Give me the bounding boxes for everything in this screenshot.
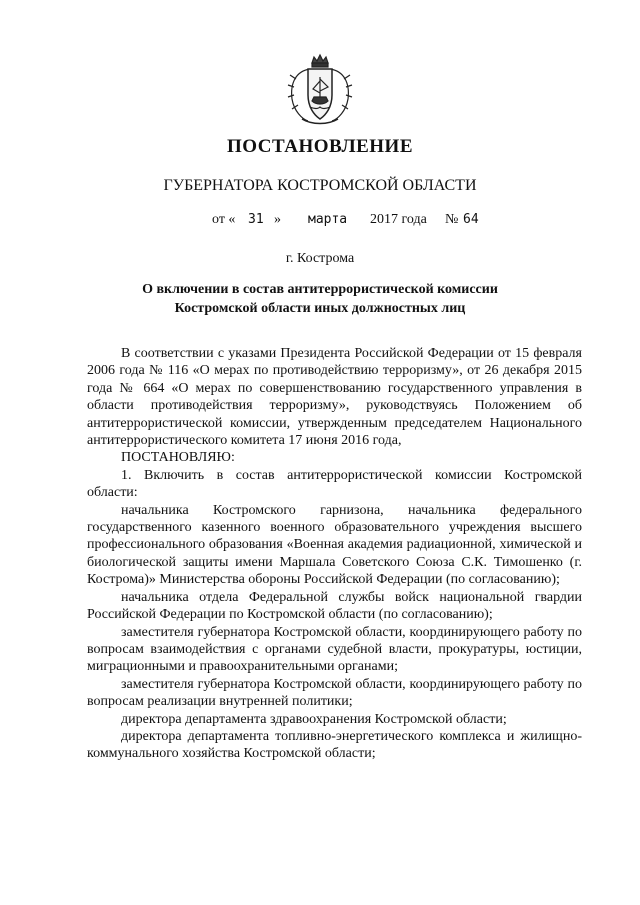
list-item: заместителя губернатора Костромской области, координирующего работу по вопросам реализации внутренней политики; [87, 676, 582, 710]
document-heading [0, 280, 640, 318]
date-day: 31 [248, 212, 264, 227]
coat-of-arms-emblem [286, 53, 354, 125]
date-month: марта [308, 212, 348, 227]
clause-1: 1. Включить в состав антитеррористической комиссии Костромской области: [87, 467, 582, 501]
list-item: начальника отдела Федеральной службы войск национальной гвардии Российской Федерации по Костромской области (по согласованию); [87, 589, 582, 623]
date-prefix: от « [212, 212, 236, 227]
date-quote-close: » [274, 212, 281, 227]
document-body [87, 345, 582, 763]
date-number-line [212, 212, 502, 234]
list-item: заместителя губернатора Костромской области, координирующего работу по вопросам взаимодействия с органами судебной власти, прокуратуры, юстиции, миграционными и правоохранительными органами; [87, 624, 582, 675]
document-number: 64 [463, 212, 479, 227]
decree-word: ПОСТАНОВЛЯЮ: [121, 450, 235, 466]
heading-line-2: Костромской области иных должностных лиц [174, 301, 466, 316]
number-sign: № [445, 212, 459, 227]
city-line: г. Кострома [285, 251, 355, 266]
preamble-paragraph: В соответствии с указами Президента Российской Федерации от 15 февраля 2006 года № 116 «О мерах по противодействию терроризму», от 26 декабря 2015 года № 664 «О мерах по совершенствованию государственного управления в области противодействия терроризму», руководствуясь Положением об антитеррористической комиссии, утвержденным председателем Национального антитеррористического комитета 17 июня 2016 года, [87, 346, 582, 449]
heading-line-1: О включении в состав антитеррористической комиссии [142, 282, 498, 297]
issuer-line: ГУБЕРНАТОРА КОСТРОМСКОЙ ОБЛАСТИ [163, 177, 477, 194]
document-title: ПОСТАНОВЛЕНИЕ [226, 136, 414, 157]
list-item: директора департамента топливно-энергетического комплекса и жилищно-коммунального хозяйства Костромской области; [87, 728, 582, 762]
list-item: директора департамента здравоохранения Костромской области; [121, 711, 507, 727]
date-year: 2017 года [370, 212, 427, 227]
list-item: начальника Костромского гарнизона, начальника федерального государственного казенного военного образовательного учреждения высшего профессионального образования «Военная академия радиационной, химической и биологической защиты имени Маршала Советского Союза С.К. Тимошенко (г. Кострома)» Министерства обороны Российской Федерации (по согласованию); [87, 502, 582, 588]
